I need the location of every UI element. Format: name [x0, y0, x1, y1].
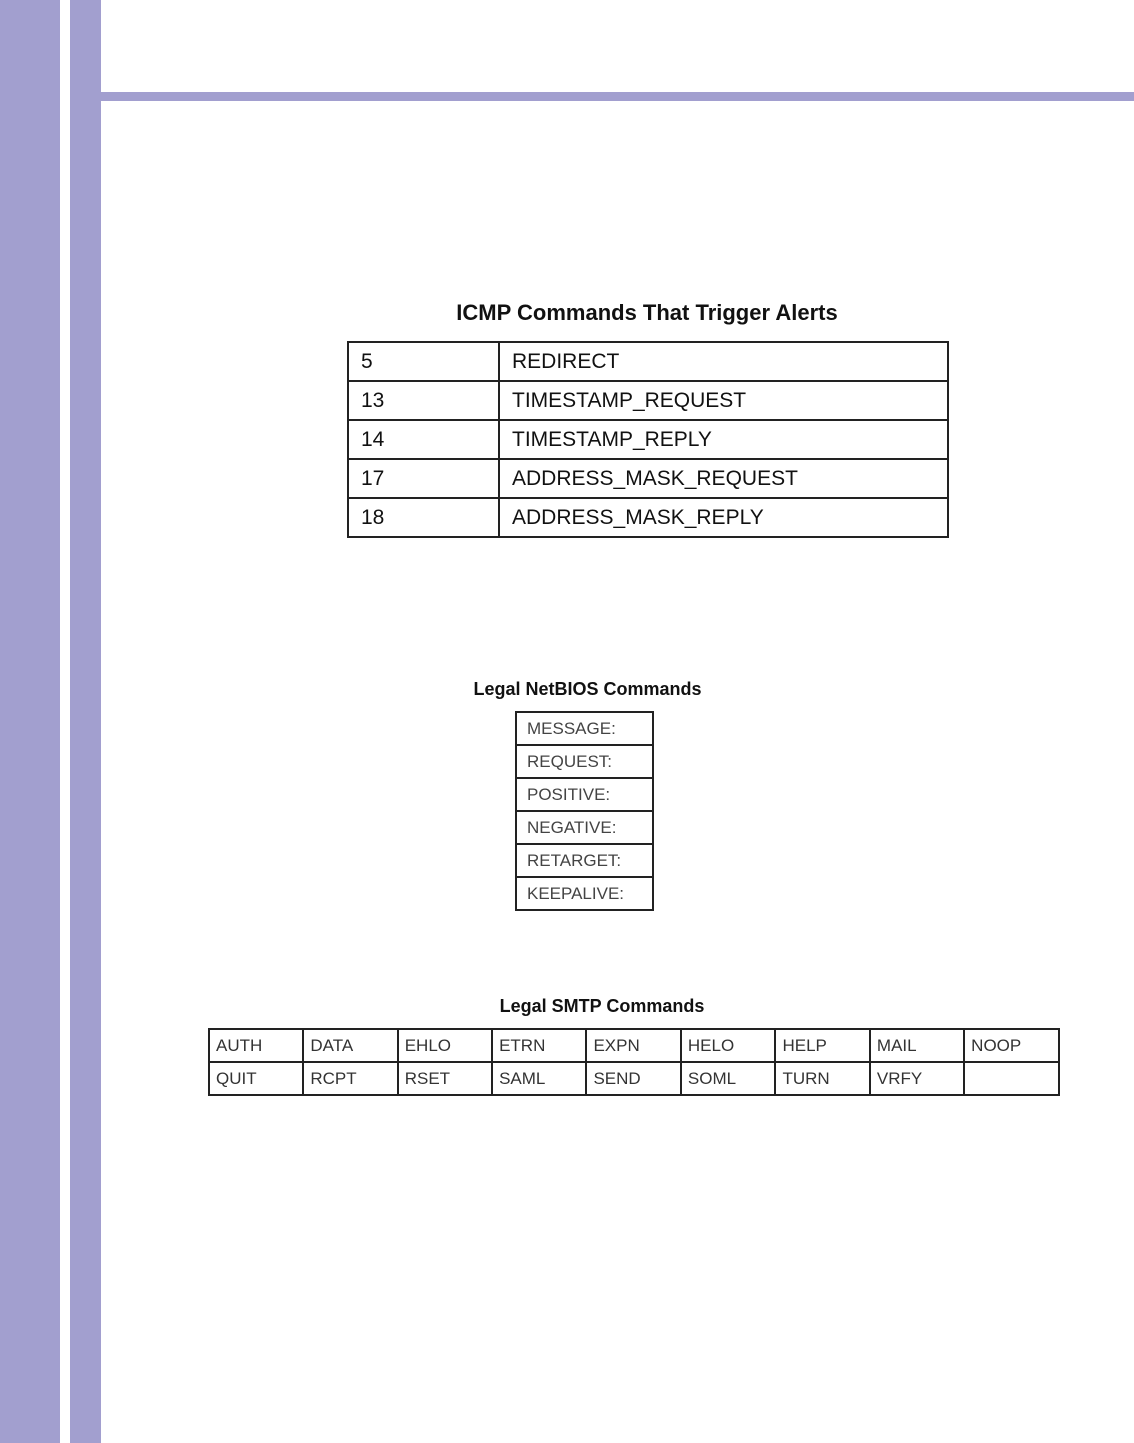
table-row	[209, 1062, 1059, 1095]
smtp-command: QUIT	[209, 1062, 303, 1095]
netbios-table-title: Legal NetBIOS Commands	[473, 679, 702, 699]
table-row	[348, 342, 948, 381]
netbios-command: NEGATIVE:	[516, 811, 653, 844]
netbios-command: KEEPALIVE:	[516, 877, 653, 910]
table-row	[516, 745, 653, 778]
smtp-command: EXPN	[586, 1029, 680, 1062]
icmp-code: 5	[348, 342, 499, 381]
left-inner-accent-bar	[70, 0, 101, 1443]
netbios-command: RETARGET:	[516, 844, 653, 877]
table-row	[516, 712, 653, 745]
icmp-code: 17	[348, 459, 499, 498]
icmp-table	[347, 341, 949, 538]
netbios-table	[515, 711, 654, 911]
smtp-command: SOML	[681, 1062, 776, 1095]
smtp-command: VRFY	[870, 1062, 964, 1095]
smtp-command: HELP	[775, 1029, 869, 1062]
icmp-code: 14	[348, 420, 499, 459]
smtp-command: HELO	[681, 1029, 776, 1062]
smtp-table	[208, 1028, 1060, 1096]
table-row	[516, 844, 653, 877]
smtp-command: AUTH	[209, 1029, 303, 1062]
smtp-command: RSET	[398, 1062, 492, 1095]
left-accent-bar	[0, 0, 60, 1443]
smtp-command: MAIL	[870, 1029, 964, 1062]
icmp-name: ADDRESS_MASK_REQUEST	[499, 459, 948, 498]
smtp-command-empty	[964, 1062, 1059, 1095]
table-row	[209, 1029, 1059, 1062]
icmp-code: 18	[348, 498, 499, 537]
smtp-command: RCPT	[303, 1062, 397, 1095]
smtp-command: EHLO	[398, 1029, 492, 1062]
table-row	[516, 877, 653, 910]
smtp-command: TURN	[775, 1062, 869, 1095]
table-row	[348, 498, 948, 537]
netbios-command: REQUEST:	[516, 745, 653, 778]
icmp-name: TIMESTAMP_REPLY	[499, 420, 948, 459]
smtp-command: NOOP	[964, 1029, 1059, 1062]
icmp-code: 13	[348, 381, 499, 420]
netbios-command: MESSAGE:	[516, 712, 653, 745]
smtp-command: DATA	[303, 1029, 397, 1062]
table-row	[516, 778, 653, 811]
icmp-name: REDIRECT	[499, 342, 948, 381]
table-row	[348, 381, 948, 420]
netbios-command: POSITIVE:	[516, 778, 653, 811]
icmp-name: ADDRESS_MASK_REPLY	[499, 498, 948, 537]
icmp-name: TIMESTAMP_REQUEST	[499, 381, 948, 420]
smtp-table-title: Legal SMTP Commands	[499, 996, 705, 1016]
smtp-command: ETRN	[492, 1029, 586, 1062]
top-accent-rule	[101, 92, 1134, 101]
table-row	[348, 459, 948, 498]
table-row	[348, 420, 948, 459]
smtp-command: SAML	[492, 1062, 586, 1095]
smtp-command: SEND	[586, 1062, 680, 1095]
icmp-table-title: ICMP Commands That Trigger Alerts	[456, 300, 838, 325]
table-row	[516, 811, 653, 844]
